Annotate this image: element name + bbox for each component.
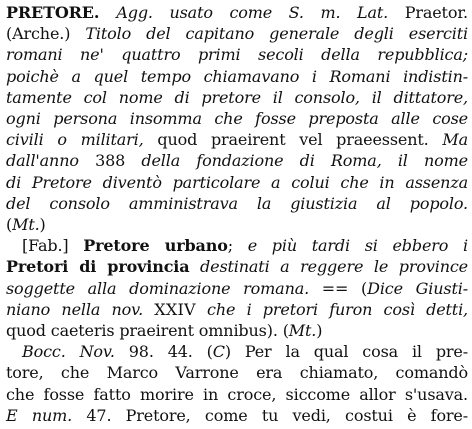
text-line <box>6 193 468 215</box>
text-segment: E num. <box>6 405 73 425</box>
text-line <box>22 235 468 257</box>
text-segment: Dice Giusti- <box>367 278 468 298</box>
text-segment: dall'anno <box>6 151 96 171</box>
text-line <box>6 278 468 300</box>
text-segment: ) Per la qual cosa il pre- <box>224 342 468 362</box>
text-segment: ogni persona insomma che fosse preposta alle cose <box>6 109 468 128</box>
text-line <box>6 320 468 342</box>
text-segment: Ma <box>442 130 469 150</box>
text-segment: XXIV <box>154 299 196 319</box>
text-line <box>6 362 468 384</box>
text-segment: Bocc. Nov. <box>22 342 115 362</box>
text-line <box>6 214 468 236</box>
text-segment: Titolo del capitano generale degli eserciti <box>85 24 469 44</box>
text-line <box>6 172 468 194</box>
text-segment: della fondazione di Roma, il nome <box>125 151 468 171</box>
text-line <box>6 256 468 278</box>
text-segment: == ( <box>321 278 368 298</box>
text-segment: 47. Pretore, come tu vedi, costui è fore- <box>72 405 469 425</box>
text-segment: ) <box>39 215 46 234</box>
text-line <box>22 341 468 363</box>
text-segment: di Pretore diventò particolare a colui che in assenza <box>6 172 468 192</box>
text-segment: 388 <box>95 151 126 171</box>
text-line <box>6 384 468 406</box>
text-segment: Pretori di provincia <box>6 257 190 277</box>
text-segment: Mt. <box>12 215 40 234</box>
text-line <box>6 23 468 45</box>
text-segment: destinati a reggere le province <box>189 257 468 277</box>
text-segment: Agg. usato come S. m. Lat. <box>116 3 389 22</box>
headword: PRETORE <box>6 3 94 22</box>
text-segment: soggette alla dominazione romana. <box>6 278 322 298</box>
text-segment: tamente col nome di pretore il consolo, il dittatore, <box>6 87 468 107</box>
text-line <box>6 299 468 321</box>
text-segment: che i pretori furon così detti, <box>195 299 468 319</box>
text-line <box>6 108 468 130</box>
text-segment: quod caeteris praeirent omnibus). ( <box>6 321 289 340</box>
text-segment: romani ne' quattro primi secoli della repubblica; <box>6 45 468 65</box>
text-segment: ) <box>316 321 323 340</box>
text-segment: civili o militari, <box>6 130 144 150</box>
text-segment: [Fab.] <box>22 236 84 256</box>
text-line <box>6 66 468 88</box>
text-line <box>6 405 468 427</box>
text-segment: quod praeirent vel praeessent. <box>143 130 443 150</box>
text-segment: ( <box>6 215 13 234</box>
text-segment: del consolo amministrava la giustizia al popolo. <box>6 193 468 213</box>
text-line <box>6 44 468 66</box>
text-segment: poichè a quel tempo chiamavano i Romani indistin- <box>6 66 468 86</box>
text-segment: Pretore urbano <box>83 236 228 256</box>
text-segment: e più tardi si ebbero i <box>247 236 468 256</box>
text-segment: 98. 44. ( <box>114 342 213 362</box>
text-segment: tore, che Marco Varrone era chiamato, comandò <box>6 363 468 383</box>
text-segment: ; <box>227 236 248 256</box>
text-line <box>6 150 468 172</box>
text-line <box>6 2 468 24</box>
text-segment: Praetor. <box>388 3 468 22</box>
text-segment: che fosse fatto morire in croce, siccome allor s'usava. <box>6 384 468 404</box>
text-segment: C <box>212 342 225 362</box>
text-segment: . <box>93 3 117 22</box>
text-segment: (Arche.) <box>6 24 86 44</box>
text-segment: Mt. <box>288 321 317 340</box>
text-line <box>6 87 468 109</box>
text-line <box>6 129 468 151</box>
text-segment: niano nella nov. <box>6 299 155 319</box>
